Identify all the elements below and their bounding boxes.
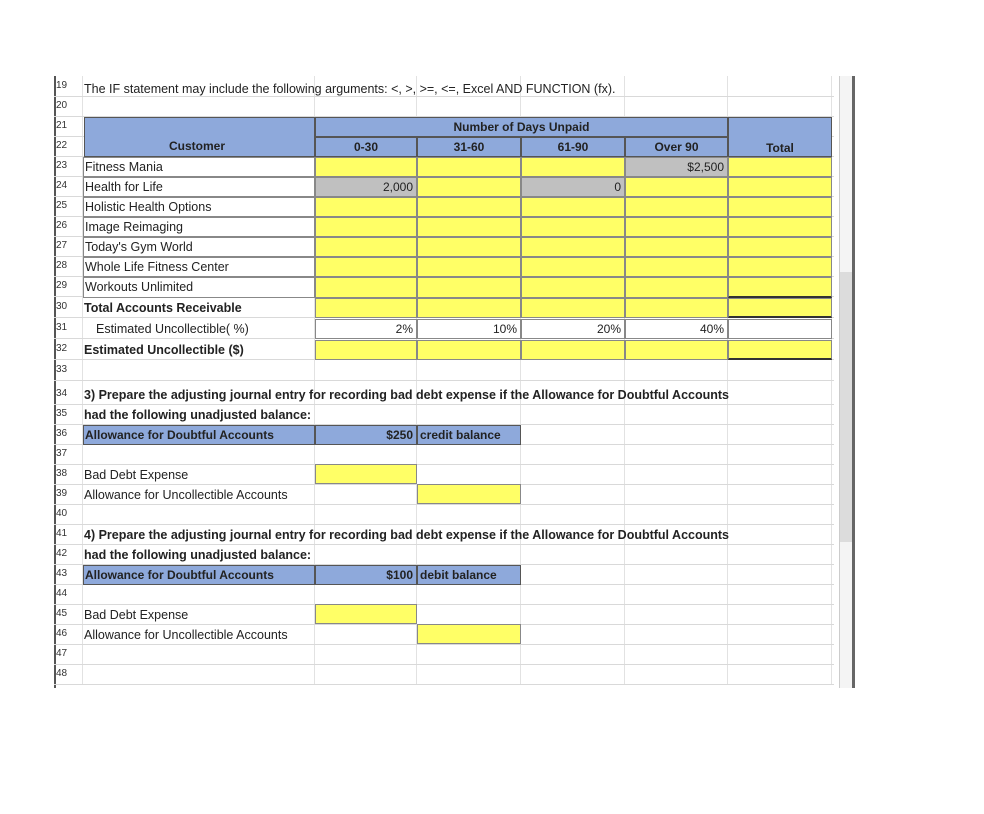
est-dollar-61-90[interactable] [521, 340, 625, 360]
row-number: 20 [56, 100, 68, 111]
est-dollar-total[interactable] [728, 340, 832, 360]
part3-credit-account: Allowance for Uncollectible Accounts [84, 488, 288, 502]
pct-0-30[interactable]: 2% [315, 319, 417, 339]
row-44 [54, 584, 834, 605]
part4-allowance-type[interactable]: debit balance [417, 565, 521, 585]
input-cell[interactable] [521, 157, 625, 177]
customer-name: Whole Life Fitness Center [85, 260, 229, 274]
row-number: 40 [56, 508, 68, 519]
pct-31-60[interactable]: 10% [417, 319, 521, 339]
input-cell[interactable] [417, 177, 521, 197]
given-value-cell[interactable]: 2,000 [315, 177, 417, 197]
part4-allowance-amount[interactable]: $100 [315, 565, 417, 585]
row-number: 44 [56, 588, 68, 599]
total-ar-61-90[interactable] [521, 298, 625, 318]
customer-cell[interactable] [83, 237, 315, 257]
customer-cell[interactable] [83, 277, 315, 298]
total-input-cell[interactable] [728, 197, 832, 217]
col-header-over-90[interactable]: Over 90 [625, 137, 728, 157]
est-dollar-31-60[interactable] [417, 340, 521, 360]
row-number: 23 [56, 160, 68, 171]
input-cell[interactable] [315, 157, 417, 177]
input-cell[interactable] [315, 217, 417, 237]
part3-debit-amount[interactable] [315, 464, 417, 484]
customer-cell[interactable] [83, 177, 315, 197]
row-number: 33 [56, 364, 68, 375]
total-ar-total[interactable] [728, 298, 832, 318]
row-number: 42 [56, 548, 68, 559]
total-input-cell[interactable] [728, 277, 832, 298]
customer-cell[interactable] [83, 157, 315, 177]
row-number: 45 [56, 608, 68, 619]
col-header-31-60[interactable]: 31-60 [417, 137, 521, 157]
row-number: 36 [56, 428, 68, 439]
row-number: 48 [56, 668, 68, 679]
est-dollar-0-30[interactable] [315, 340, 417, 360]
input-cell[interactable] [521, 257, 625, 277]
row-number: 29 [56, 280, 68, 291]
input-cell[interactable] [417, 237, 521, 257]
input-cell[interactable] [625, 197, 728, 217]
est-dollar-over-90[interactable] [625, 340, 728, 360]
pct-total[interactable] [728, 319, 832, 339]
col-header-61-90[interactable]: 61-90 [521, 137, 625, 157]
part4-debit-account: Bad Debt Expense [84, 608, 189, 622]
part3-allowance-type[interactable]: credit balance [417, 425, 521, 445]
row-number: 34 [56, 388, 68, 399]
input-cell[interactable] [625, 217, 728, 237]
row-number: 26 [56, 220, 68, 231]
part3-credit-amount[interactable] [417, 484, 521, 504]
customer-name: Today's Gym World [85, 240, 193, 254]
total-input-cell[interactable] [728, 157, 832, 177]
input-cell[interactable] [625, 237, 728, 257]
row-40 [54, 504, 834, 525]
row-number: 27 [56, 240, 68, 251]
row-number: 21 [56, 120, 68, 131]
part4-debit-amount[interactable] [315, 604, 417, 624]
row-number: 19 [56, 80, 68, 91]
row-number: 30 [56, 301, 68, 312]
sheet-right-border [852, 76, 855, 688]
row-number: 31 [56, 322, 68, 333]
instruction-text: The IF statement may include the following arguments: <, >, >=, <=, Excel AND FUNCTION (fx). [84, 82, 616, 96]
total-ar-over-90[interactable] [625, 298, 728, 318]
total-ar-label: Total Accounts Receivable [84, 301, 242, 315]
part3-debit-account: Bad Debt Expense [84, 468, 189, 482]
customer-cell[interactable] [83, 217, 315, 237]
col-header-total[interactable]: Total [728, 117, 832, 157]
pct-over-90[interactable]: 40% [625, 319, 728, 339]
part4-credit-account: Allowance for Uncollectible Accounts [84, 628, 288, 642]
row-number: 37 [56, 448, 68, 459]
col-header-0-30[interactable]: 0-30 [315, 137, 417, 157]
row-33 [54, 360, 834, 381]
row-48 [54, 664, 834, 685]
total-ar-31-60[interactable] [417, 298, 521, 318]
customer-cell[interactable] [83, 257, 315, 277]
part3-allowance-amount[interactable]: $250 [315, 425, 417, 445]
row-number: 47 [56, 648, 68, 659]
customer-name: Health for Life [85, 180, 163, 194]
input-cell[interactable] [521, 197, 625, 217]
given-value-cell[interactable]: $2,500 [625, 157, 728, 177]
pct-label: Estimated Uncollectible( %) [96, 322, 249, 336]
input-cell[interactable] [417, 257, 521, 277]
part4-allowance-label[interactable]: Allowance for Doubtful Accounts [83, 565, 315, 585]
row-number: 35 [56, 408, 68, 419]
row-number: 28 [56, 260, 68, 271]
total-input-cell[interactable] [728, 237, 832, 257]
input-cell[interactable] [521, 277, 625, 298]
input-cell[interactable] [315, 257, 417, 277]
input-cell[interactable] [315, 277, 417, 298]
input-cell[interactable] [417, 277, 521, 298]
row-number: 46 [56, 628, 68, 639]
row-number: 43 [56, 568, 68, 579]
customer-cell[interactable] [83, 197, 315, 217]
part3-allowance-label[interactable]: Allowance for Doubtful Accounts [83, 425, 315, 445]
row-20 [54, 96, 834, 117]
input-cell[interactable] [625, 177, 728, 197]
input-cell[interactable] [625, 257, 728, 277]
row-37 [54, 444, 834, 465]
input-cell[interactable] [315, 237, 417, 257]
total-ar-0-30[interactable] [315, 298, 417, 318]
row-number: 32 [56, 343, 68, 354]
customer-name: Holistic Health Options [85, 200, 212, 214]
customer-name: Image Reimaging [85, 220, 183, 234]
input-cell[interactable] [315, 197, 417, 217]
part3-prompt-line1: 3) Prepare the adjusting journal entry for recording bad debt expense if the Allowance for Doubtful Accounts [84, 388, 729, 402]
input-cell[interactable] [417, 197, 521, 217]
row-number: 22 [56, 140, 68, 151]
scrollbar-thumb[interactable] [840, 272, 852, 542]
row-number: 24 [56, 180, 68, 191]
part4-prompt-line1: 4) Prepare the adjusting journal entry for recording bad debt expense if the Allowance for Doubtful Accounts [84, 528, 729, 542]
input-cell[interactable] [417, 217, 521, 237]
part4-prompt-line2: had the following unadjusted balance: [84, 548, 312, 562]
row-number: 38 [56, 468, 68, 479]
customer-header: Customer [169, 139, 226, 153]
total-input-cell[interactable] [728, 217, 832, 237]
pct-61-90[interactable]: 20% [521, 319, 625, 339]
spreadsheet [54, 76, 834, 684]
row-number: 39 [56, 488, 68, 499]
input-cell[interactable] [521, 217, 625, 237]
total-input-cell[interactable] [728, 257, 832, 277]
customer-name: Workouts Unlimited [85, 280, 194, 294]
customer-name: Fitness Mania [85, 160, 163, 174]
input-cell[interactable] [417, 157, 521, 177]
part4-credit-amount[interactable] [417, 624, 521, 644]
days-unpaid-header: Number of Days Unpaid [453, 120, 590, 134]
input-cell[interactable] [625, 277, 728, 298]
est-dollar-label: Estimated Uncollectible ($) [84, 343, 244, 357]
row-number: 41 [56, 528, 68, 539]
row-47 [54, 644, 834, 665]
total-input-cell[interactable] [728, 177, 832, 197]
input-cell[interactable] [521, 237, 625, 257]
part3-prompt-line2: had the following unadjusted balance: [84, 408, 312, 422]
row-number: 25 [56, 200, 68, 211]
given-value-cell[interactable]: 0 [521, 177, 625, 197]
